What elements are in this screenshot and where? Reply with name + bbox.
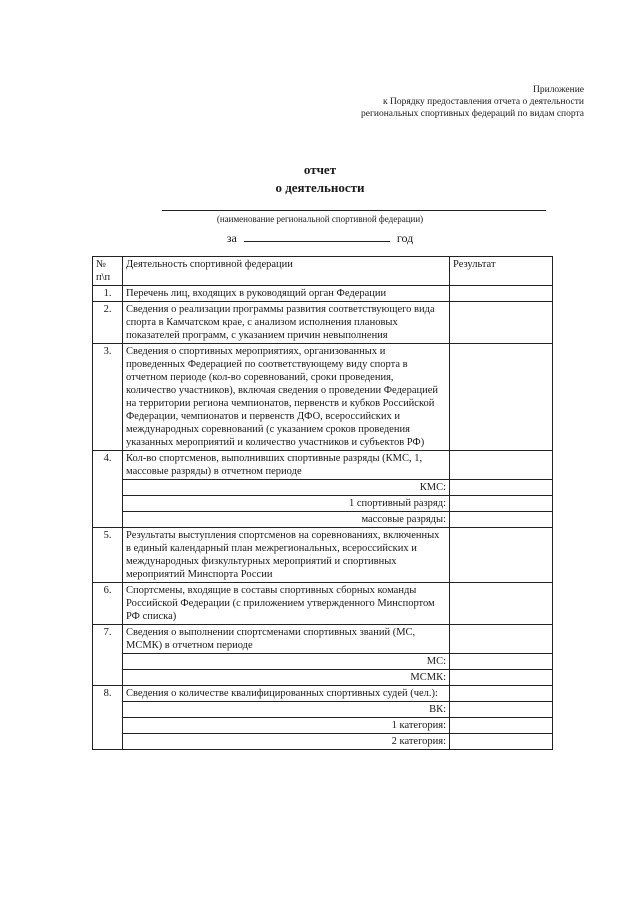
report-table: [92, 256, 553, 750]
subrow-label: 1 категория:: [123, 718, 450, 734]
table-subrow: [93, 702, 553, 718]
row-activity: Перечень лиц, входящих в руководящий орган Федерации: [123, 286, 450, 302]
document-title: отчет: [303, 162, 337, 177]
table-row: [93, 286, 553, 302]
row-number: 2.: [93, 302, 123, 344]
table-header-row: [93, 257, 553, 286]
table-row: [93, 528, 553, 583]
row-result-cell[interactable]: [450, 686, 553, 702]
subrow-result-cell[interactable]: [450, 734, 553, 750]
federation-name-caption: (наименование региональной спортивной федерации): [216, 214, 424, 224]
table-subrow: [93, 670, 553, 686]
subrow-label: 1 спортивный разряд:: [123, 496, 450, 512]
row-activity: Сведения о спортивных мероприятиях, организованных и проведенных Федерацией по соответствующему виду спорта в отчетном периоде (кол-во соревнований, сроки проведения, количество участников), включая сведения о проведении Федерацией на территории региона чемпионатов, первенств и кубков Российской Федерации, чемпионатов и первенств ДФО, всероссийских и международных соревнований (с указанием сроков проведения указанных мероприятий и количество участников и субъектов РФ): [123, 344, 450, 451]
row-activity: Результаты выступления спортсменов на соревнованиях, включенных в единый календарный план межрегиональных, всероссийских и международных физкультурных мероприятий и спортивных мероприятий Минспорта России: [123, 528, 450, 583]
table-row: [93, 344, 553, 451]
row-result-cell[interactable]: [450, 528, 553, 583]
header-num: № п\п: [93, 257, 123, 286]
table-row: [93, 451, 553, 480]
subrow-result-cell[interactable]: [450, 670, 553, 686]
subrow-label: 2 категория:: [123, 734, 450, 750]
row-result-cell[interactable]: [450, 286, 553, 302]
appendix-line-2: к Порядку предоставления отчета о деятельности: [383, 97, 584, 107]
row-result-cell[interactable]: [450, 625, 553, 654]
table-row: [93, 302, 553, 344]
period-prefix: за: [226, 231, 237, 245]
subrow-result-cell[interactable]: [450, 480, 553, 496]
row-activity: Спортсмены, входящие в составы спортивных сборных команды Российской Федерации (с приложением утвержденного Минспортом РФ списка): [123, 583, 450, 625]
table-subrow: [93, 496, 553, 512]
subrow-result-cell[interactable]: [450, 718, 553, 734]
table-row: [93, 583, 553, 625]
row-activity: Сведения о выполнении спортсменами спортивных званий (МС, МСМК) в отчетном периоде: [123, 625, 450, 654]
federation-name-blank[interactable]: [162, 210, 546, 211]
table-subrow: [93, 718, 553, 734]
subrow-result-cell[interactable]: [450, 654, 553, 670]
subrow-label: МСМК:: [123, 670, 450, 686]
row-result-cell[interactable]: [450, 302, 553, 344]
row-number: 3.: [93, 344, 123, 451]
subrow-result-cell[interactable]: [450, 702, 553, 718]
row-result-cell[interactable]: [450, 583, 553, 625]
row-number: 6.: [93, 583, 123, 625]
table-row: [93, 625, 553, 654]
table-subrow: [93, 734, 553, 750]
row-number: 4.: [93, 451, 123, 528]
appendix-line-3: региональных спортивных федераций по видам спорта: [361, 109, 584, 119]
row-number: 7.: [93, 625, 123, 686]
subrow-label: МС:: [123, 654, 450, 670]
row-number: 5.: [93, 528, 123, 583]
table-subrow: [93, 654, 553, 670]
row-activity: Сведения о реализации программы развития соответствующего вида спорта в Камчатском крае, с анализом исполнения плановых показателей программ, с указанием причин невыполнения: [123, 302, 450, 344]
subrow-label: ВК:: [123, 702, 450, 718]
subrow-label: массовые разряды:: [123, 512, 450, 528]
subrow-result-cell[interactable]: [450, 512, 553, 528]
header-result: Результат: [450, 257, 553, 286]
period-year-blank[interactable]: [244, 230, 390, 242]
row-result-cell[interactable]: [450, 344, 553, 451]
row-number: 1.: [93, 286, 123, 302]
header-activity: Деятельность спортивной федерации: [123, 257, 450, 286]
table-subrow: [93, 512, 553, 528]
table-subrow: [93, 480, 553, 496]
appendix-note: [361, 84, 584, 120]
report-period: [0, 230, 640, 246]
document-subtitle: о деятельности: [275, 180, 365, 195]
table-row: [93, 686, 553, 702]
row-activity: Сведения о количестве квалифицированных спортивных судей (чел.):: [123, 686, 450, 702]
period-suffix: год: [396, 231, 414, 245]
subrow-result-cell[interactable]: [450, 496, 553, 512]
subrow-label: КМС:: [123, 480, 450, 496]
row-activity: Кол-во спортсменов, выполнивших спортивные разряды (КМС, 1, массовые разряды) в отчетном периоде: [123, 451, 450, 480]
appendix-line-1: Приложение: [533, 85, 584, 95]
row-number: 8.: [93, 686, 123, 750]
row-result-cell[interactable]: [450, 451, 553, 480]
